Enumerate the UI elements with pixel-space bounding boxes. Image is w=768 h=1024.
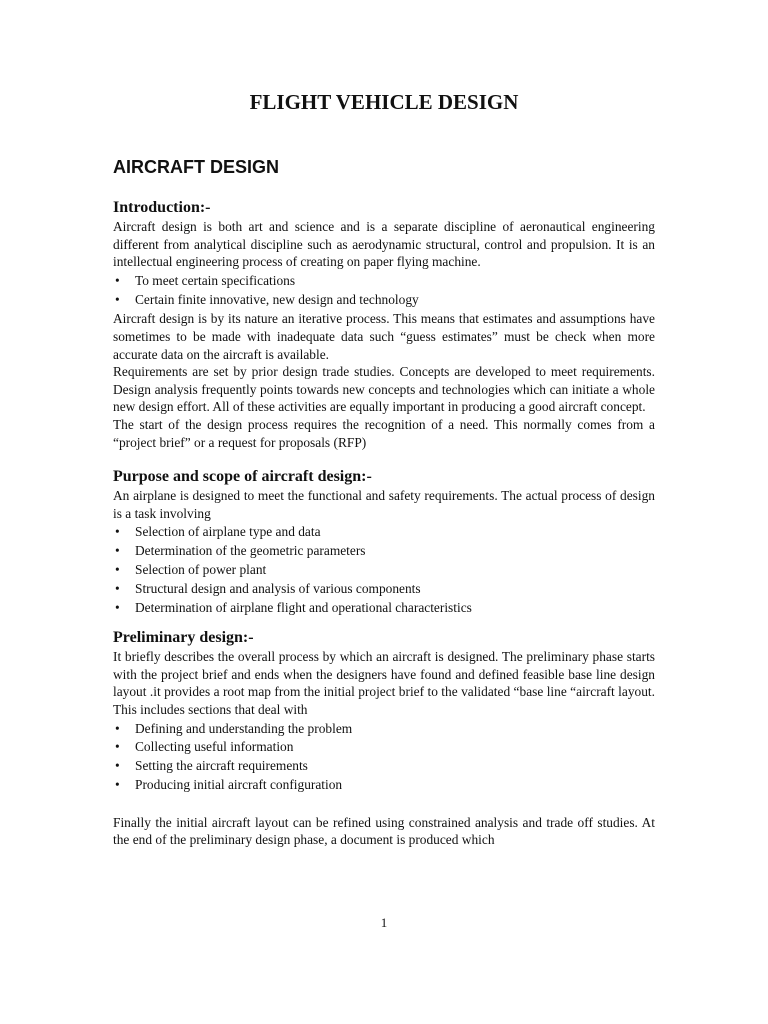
list-item: • Determination of airplane flight and operational characteristics xyxy=(113,599,655,618)
introduction-heading: Introduction:- xyxy=(113,199,211,216)
page-content xyxy=(113,88,655,849)
preliminary-bullet-list xyxy=(113,720,655,795)
preliminary-paragraph-2: Finally the initial aircraft layout can be refined using constrained analysis and trade off studies. At the end of the preliminary design phase, a document is produced which xyxy=(113,814,655,848)
introduction-bullet-list xyxy=(113,272,655,310)
list-item: • Selection of power plant xyxy=(113,561,655,580)
introduction-paragraph-3: Requirements are set by prior design trade studies. Concepts are developed to meet requirements. Design analysis frequently points towards new concepts and technologies which can initiate a whole new design effort. All of these activities are equally important in producing a good aircraft concept. xyxy=(113,364,655,415)
list-item: • To meet certain specifications xyxy=(113,272,655,291)
list-item: • Selection of airplane type and data xyxy=(113,523,655,542)
list-item: • Defining and understanding the problem xyxy=(113,720,655,739)
purpose-paragraph: An airplane is designed to meet the functional and safety requirements. The actual process of design is a task involving xyxy=(113,488,655,521)
purpose-heading: Purpose and scope of aircraft design:- xyxy=(113,468,372,486)
document-title: FLIGHT VEHICLE DESIGN xyxy=(249,90,519,114)
list-item: • Setting the aircraft requirements xyxy=(113,757,655,776)
list-item: • Collecting useful information xyxy=(113,738,655,757)
purpose-bullet-list xyxy=(113,523,655,617)
section-heading: AIRCRAFT DESIGN xyxy=(113,157,279,177)
list-item: • Producing initial aircraft configuration xyxy=(113,776,655,795)
preliminary-heading: Preliminary design:- xyxy=(113,629,254,647)
introduction-paragraph-1: Aircraft design is both art and science and is a separate discipline of aeronautical engineering different from analytical discipline such as aerodynamic structural, control and propulsion. It is an intellectual engineering process of creating on paper flying machine. xyxy=(113,219,655,270)
preliminary-paragraph-1: It briefly describes the overall process by which an aircraft is designed. The preliminary phase starts with the project brief and ends when the designers have found and defined feasible base line design layout .it provides a root map from the initial project brief to the validated “base line “aircraft layout. This includes sections that deal with xyxy=(113,649,655,718)
page-number: 1 xyxy=(380,915,388,930)
list-item: • Structural design and analysis of various components xyxy=(113,580,655,599)
list-item: • Determination of the geometric parameters xyxy=(113,542,655,561)
introduction-paragraph-2: Aircraft design is by its nature an iterative process. This means that estimates and assumptions have sometimes to be made with inadequate data such “guess estimates” must be check when more accurate data on the aircraft is available. xyxy=(113,311,655,362)
introduction-paragraph-4: The start of the design process requires the recognition of a need. This normally comes from a “project brief” or a request for proposals (RFP) xyxy=(113,416,655,450)
list-item: • Certain finite innovative, new design and technology xyxy=(113,291,655,310)
